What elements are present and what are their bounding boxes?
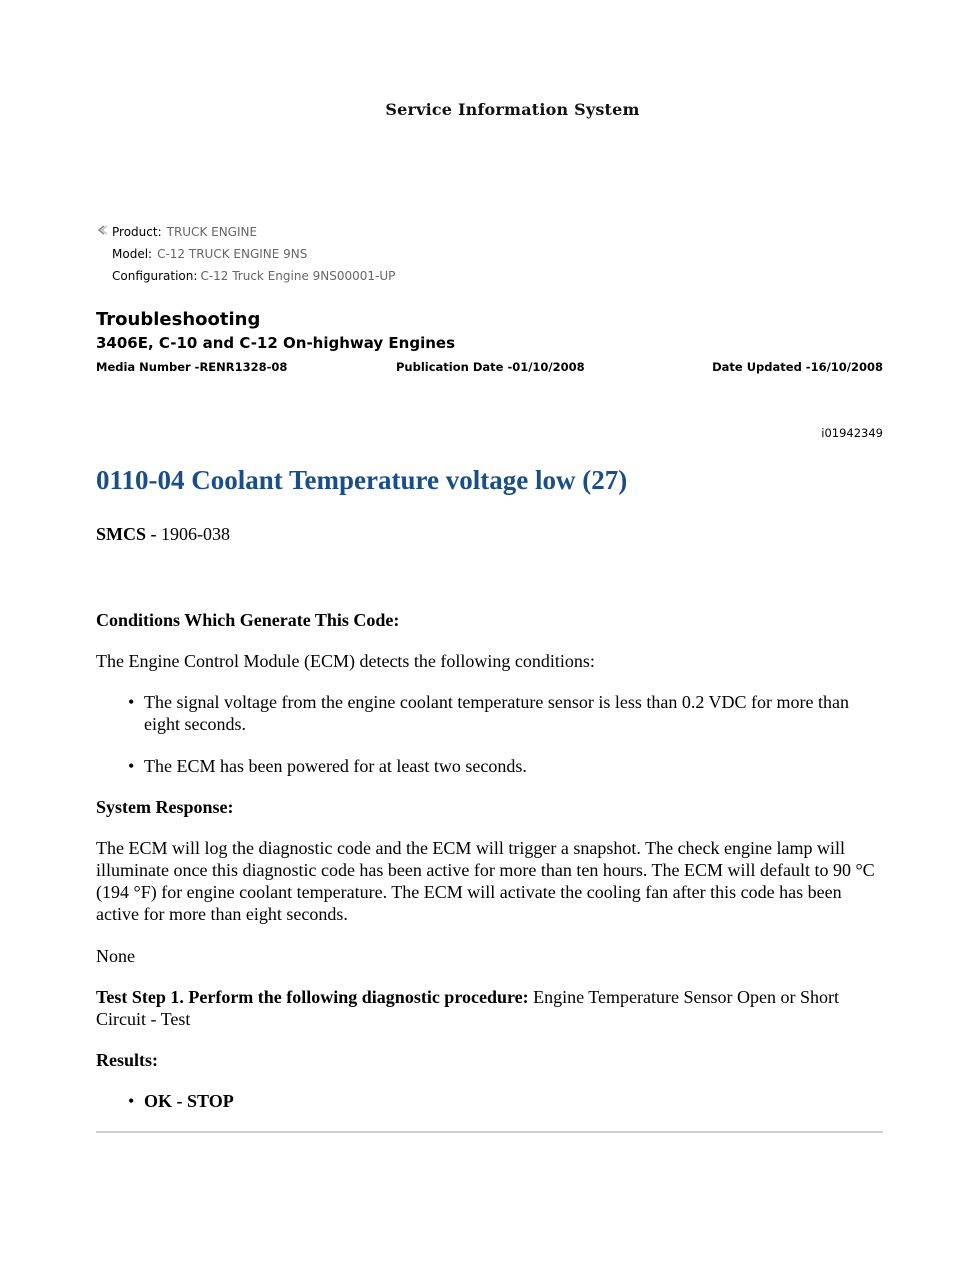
product-value: TRUCK ENGINE xyxy=(166,225,258,239)
bullet: • xyxy=(128,756,135,776)
test-step xyxy=(96,986,883,1030)
test-step-link[interactable]: Engine Temperature Sensor Open or Short Circuit - Test xyxy=(96,987,839,1029)
configuration-row xyxy=(112,269,395,283)
none-text: None xyxy=(96,946,135,966)
product-row xyxy=(112,225,257,239)
condition-item: The ECM has been powered for at least two seconds. xyxy=(144,756,527,776)
bullet: • xyxy=(128,692,135,712)
media-number: Media Number -RENR1328-08 xyxy=(96,360,288,374)
model-row xyxy=(112,247,307,261)
system-title: Service Information System xyxy=(385,100,640,119)
article-title: 0110-04 Coolant Temperature voltage low (27) xyxy=(96,465,628,495)
smcs-value: 1906-038 xyxy=(161,524,231,544)
model-label: Model: xyxy=(112,247,153,261)
chevron-left-icon[interactable] xyxy=(96,224,108,236)
bullet: • xyxy=(128,1091,135,1111)
product-label: Product: xyxy=(112,225,162,239)
divider xyxy=(96,1131,883,1133)
conditions-heading: Conditions Which Generate This Code: xyxy=(96,610,400,630)
document-subtitle: 3406E, C-10 and C-12 On-highway Engines xyxy=(96,334,456,352)
document-type: Troubleshooting xyxy=(96,309,261,330)
test-step-label: Test Step 1. Perform the following diagnostic procedure: xyxy=(96,987,529,1007)
configuration-value: C-12 Truck Engine 9NS00001-UP xyxy=(200,269,396,283)
response-text: The ECM will log the diagnostic code and the ECM will trigger a snapshot. The check engine lamp will illuminate once this diagnostic code has been active for more than ten hours. The ECM will default to 90 °C (194 °F) for engine coolant temperature. The ECM will activate the cooling fan after this code has been active for more than eight seconds. xyxy=(96,838,875,924)
result-item[interactable]: OK - STOP xyxy=(144,1091,234,1111)
document-id: i01942349 xyxy=(821,426,883,440)
date-updated: Date Updated -16/10/2008 xyxy=(712,360,883,374)
conditions-intro: The Engine Control Module (ECM) detects the following conditions: xyxy=(96,651,595,671)
results-heading: Results: xyxy=(96,1050,158,1070)
condition-item: The signal voltage from the engine coolant temperature sensor is less than 0.2 VDC for more than eight seconds. xyxy=(144,692,849,734)
smcs-line xyxy=(96,523,883,545)
publication-date: Publication Date -01/10/2008 xyxy=(396,360,585,374)
response-heading: System Response: xyxy=(96,797,234,817)
model-value: C-12 TRUCK ENGINE 9NS xyxy=(157,247,308,261)
configuration-label: Configuration: xyxy=(112,269,198,283)
smcs-label: SMCS - xyxy=(96,524,162,544)
